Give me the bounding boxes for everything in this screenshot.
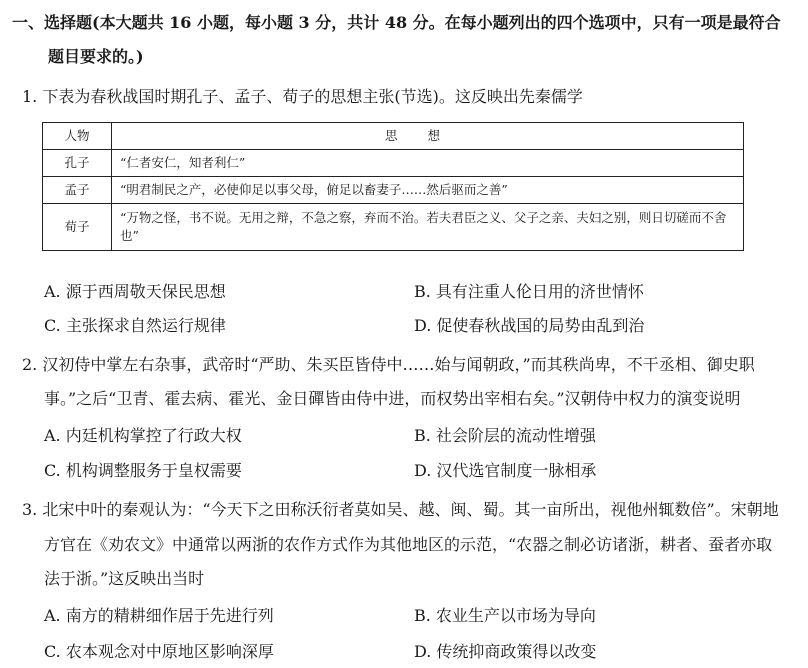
table-cell-name: 荀子 xyxy=(43,204,112,251)
table-header-row xyxy=(43,123,744,150)
table-row xyxy=(43,177,744,204)
section-heading-line-2: 题目要求的。) xyxy=(48,47,144,66)
table-cell-name: 孔子 xyxy=(43,150,112,177)
table-row xyxy=(43,204,744,251)
question-3-option-b[interactable]: B. 农业生产以市场为导向 xyxy=(414,606,596,625)
question-2-option-d[interactable]: D. 汉代选官制度一脉相承 xyxy=(414,461,597,480)
question-1-option-c[interactable]: C. 主张探求自然运行规律 xyxy=(44,316,226,335)
table-cell-name: 孟子 xyxy=(43,177,112,204)
question-2-stem-line-2: 事。”之后“卫青、霍去病、霍光、金日磾皆由侍中进，而权势出宰相右矣。”汉朝侍中权力的演变说明 xyxy=(44,389,741,408)
question-1-option-b[interactable]: B. 具有注重人伦日用的济世情怀 xyxy=(414,282,644,301)
thought-table xyxy=(42,122,744,251)
table-cell-thought: “万物之怪，书不说。无用之辩，不急之察，弃而不治。若夫君臣之义、父子之亲、夫妇之别，则日切磋而不舍也” xyxy=(112,204,744,251)
table-header-person: 人物 xyxy=(43,123,112,150)
question-1-option-a[interactable]: A. 源于西周敬天保民思想 xyxy=(44,282,226,301)
question-1-stem: 1. 下表为春秋战国时期孔子、孟子、荀子的思想主张(节选)。这反映出先秦儒学 xyxy=(22,87,583,106)
table-cell-thought: “仁者安仁，知者利仁” xyxy=(112,150,744,177)
question-3-stem-line-3: 法于浙。”这反映出当时 xyxy=(44,569,205,588)
question-3-option-d[interactable]: D. 传统抑商政策得以改变 xyxy=(414,642,597,661)
table-header-thought: 思想 xyxy=(112,123,744,150)
question-3-stem-line-2: 方官在《劝农文》中通常以两浙的农作方式作为其他地区的示范，“农器之制必访诸浙，耕者、蚕者亦取 xyxy=(44,535,773,554)
question-3-stem-line-1: 3. 北宋中叶的秦观认为：“今天下之田称沃衍者莫如吴、越、闽、蜀。其一亩所出，视他州辄数倍”。宋朝地 xyxy=(22,500,779,519)
question-2-option-a[interactable]: A. 内廷机构掌控了行政大权 xyxy=(44,426,242,445)
question-2-option-c[interactable]: C. 机构调整服务于皇权需要 xyxy=(44,461,242,480)
table-cell-thought: “明君制民之产，必使仰足以事父母，俯足以畜妻子……然后驱而之善” xyxy=(112,177,744,204)
question-3-option-c[interactable]: C. 农本观念对中原地区影响深厚 xyxy=(44,642,274,661)
question-1-option-d[interactable]: D. 促使春秋战国的局势由乱到治 xyxy=(414,316,645,335)
question-2-stem-line-1: 2. 汉初侍中掌左右杂事，武帝时“严助、朱买臣皆侍中……始与闻朝政，”而其秩尚卑，不干丞相、御史职 xyxy=(22,355,755,374)
question-3-option-a[interactable]: A. 南方的精耕细作居于先进行列 xyxy=(44,606,274,625)
table-row xyxy=(43,150,744,177)
section-heading-line-1: 一、选择题(本大题共 16 小题，每小题 3 分，共计 48 分。在每小题列出的四个选项中，只有一项是最符合 xyxy=(12,13,781,32)
question-2-option-b[interactable]: B. 社会阶层的流动性增强 xyxy=(414,426,596,445)
